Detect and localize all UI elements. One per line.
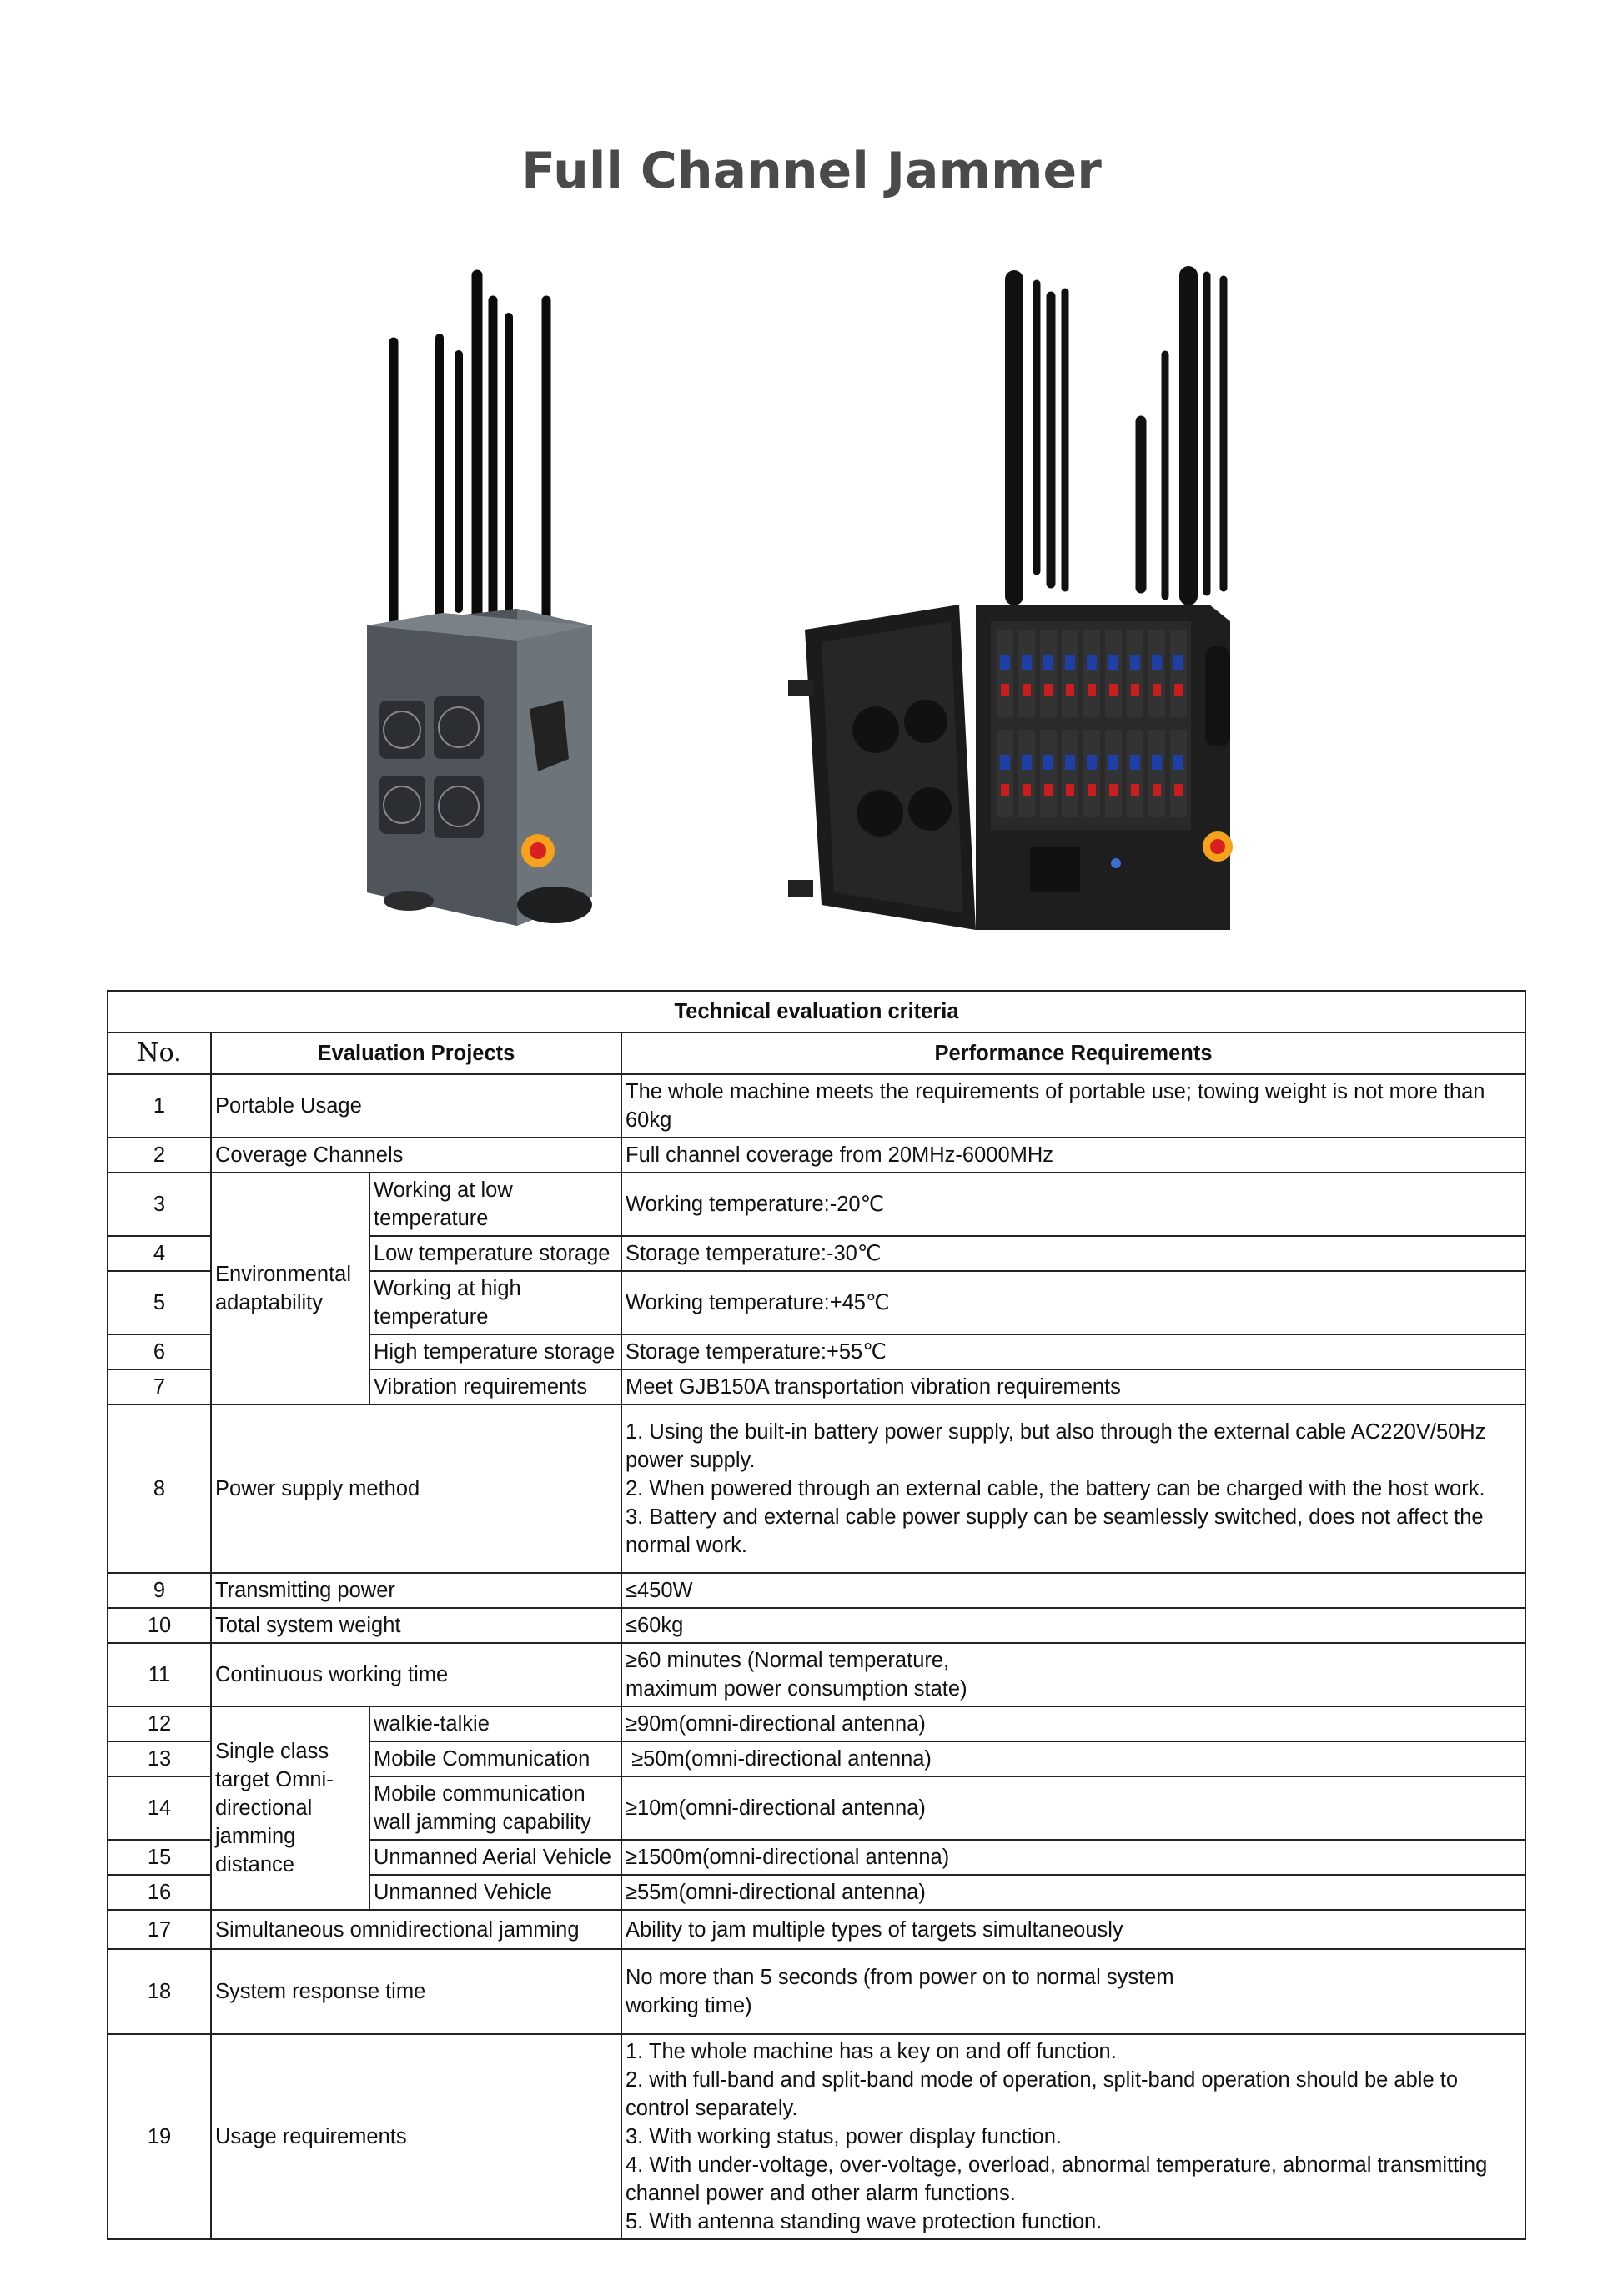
row-requirement: Ability to jam multiple types of targets simultaneously <box>621 1910 1525 1949</box>
module-switch <box>1088 784 1096 796</box>
row-requirement <box>621 1949 1525 2034</box>
jammer-module <box>1105 730 1122 817</box>
row-no: 16 <box>108 1875 211 1910</box>
table-row <box>108 1074 1525 1138</box>
requirement-line: 5. With antenna standing wave protection function. <box>626 2210 1103 2233</box>
header-no: No. <box>108 1032 211 1074</box>
module-display <box>1065 755 1075 770</box>
module-display <box>1152 755 1162 770</box>
row-no: 11 <box>108 1643 211 1706</box>
module-switch <box>1109 684 1118 696</box>
table-row <box>108 1949 1525 2034</box>
table-row <box>108 1173 1525 1236</box>
jammer-module <box>1105 630 1122 717</box>
group-environmental-adaptability: Environmental adaptability <box>211 1173 369 1404</box>
row-no: 19 <box>108 2034 211 2239</box>
row-requirement: The whole machine meets the requirements of portable use; towing weight is not more than 60kg <box>621 1074 1525 1138</box>
header-evaluation-projects: Evaluation Projects <box>211 1032 621 1074</box>
module-display <box>1022 655 1032 670</box>
row-project: Coverage Channels <box>211 1138 621 1173</box>
module-switch <box>1001 684 1009 696</box>
module-switch <box>1131 784 1139 796</box>
row-no: 4 <box>108 1236 211 1271</box>
row-no: 12 <box>108 1706 211 1741</box>
row-subitem: High temperature storage <box>369 1334 621 1369</box>
requirement-line: working time) <box>626 1994 752 2017</box>
group-jamming-distance: Single class target Omni-directional jamming distance <box>211 1706 369 1910</box>
row-requirement: Working temperature:-20℃ <box>621 1173 1525 1236</box>
row-project: Portable Usage <box>211 1074 621 1138</box>
module-display <box>1065 655 1075 670</box>
table-row <box>108 1404 1525 1573</box>
module-display <box>1043 655 1053 670</box>
row-no: 5 <box>108 1271 211 1334</box>
table-row <box>108 1706 1525 1741</box>
jammer-module <box>1040 630 1057 717</box>
row-no: 10 <box>108 1608 211 1643</box>
requirement-line: maximum power consumption state) <box>626 1677 967 1701</box>
row-project: Total system weight <box>211 1608 621 1643</box>
requirement-line: 2. with full-band and split-band mode of operation, split-band operation should be able to control separately. <box>626 2068 1458 2120</box>
module-display <box>1043 755 1053 770</box>
jammer-module <box>1083 630 1100 717</box>
row-requirement: Storage temperature:+55℃ <box>621 1334 1525 1369</box>
module-switch <box>1174 684 1183 696</box>
requirement-line: No more than 5 seconds (from power on to normal system <box>626 1966 1174 1989</box>
row-project: Power supply method <box>211 1404 621 1573</box>
module-switch <box>1044 784 1053 796</box>
table-row <box>108 1138 1525 1173</box>
row-no: 15 <box>108 1840 211 1875</box>
row-requirement: ≥10m(omni-directional antenna) <box>621 1776 1525 1840</box>
closed-jammer-case-image <box>350 259 617 959</box>
row-no: 6 <box>108 1334 211 1369</box>
module-switch <box>1109 784 1118 796</box>
module-switch <box>1044 684 1053 696</box>
requirement-line: ≥60 minutes (Normal temperature, <box>626 1649 950 1672</box>
module-switch <box>1023 684 1031 696</box>
row-requirement: ≥90m(omni-directional antenna) <box>621 1706 1525 1741</box>
row-subitem: walkie-talkie <box>369 1706 621 1741</box>
row-requirement: Working temperature:+45℃ <box>621 1271 1525 1334</box>
jammer-module <box>1083 730 1100 817</box>
row-project: System response time <box>211 1949 621 2034</box>
row-no: 13 <box>108 1741 211 1776</box>
row-no: 3 <box>108 1173 211 1236</box>
row-subitem: Mobile Communication <box>369 1741 621 1776</box>
module-display <box>1130 655 1140 670</box>
jammer-module <box>1062 730 1078 817</box>
row-requirement <box>621 1643 1525 1706</box>
module-display <box>1087 755 1097 770</box>
jammer-module <box>1018 730 1035 817</box>
row-subitem: Unmanned Vehicle <box>369 1875 621 1910</box>
module-switch <box>1001 784 1009 796</box>
row-no: 2 <box>108 1138 211 1173</box>
module-display <box>1087 655 1097 670</box>
row-requirement: ≥55m(omni-directional antenna) <box>621 1875 1525 1910</box>
row-requirement: Storage temperature:-30℃ <box>621 1236 1525 1271</box>
row-requirement: Full channel coverage from 20MHz-6000MHz <box>621 1138 1525 1173</box>
row-project: Usage requirements <box>211 2034 621 2239</box>
technical-evaluation-table <box>107 990 1526 2240</box>
module-display <box>1022 755 1032 770</box>
row-requirement: ≤60kg <box>621 1608 1525 1643</box>
jammer-module <box>1170 630 1187 717</box>
row-no: 8 <box>108 1404 211 1573</box>
module-switch <box>1066 784 1074 796</box>
row-requirement: Meet GJB150A transportation vibration requirements <box>621 1369 1525 1404</box>
row-requirement: ≥50m(omni-directional antenna) <box>621 1741 1525 1776</box>
jammer-module <box>1148 630 1165 717</box>
row-no: 7 <box>108 1369 211 1404</box>
page-title: Full Channel Jammer <box>521 142 1102 200</box>
jammer-module <box>997 630 1013 717</box>
module-switch <box>1153 784 1161 796</box>
row-no: 1 <box>108 1074 211 1138</box>
row-subitem: Working at high temperature <box>369 1271 621 1334</box>
jammer-module <box>1127 630 1143 717</box>
module-switch <box>1023 784 1031 796</box>
row-subitem: Vibration requirements <box>369 1369 621 1404</box>
row-subitem: Low temperature storage <box>369 1236 621 1271</box>
table-row <box>108 2034 1525 2239</box>
row-project: Simultaneous omnidirectional jamming <box>211 1910 621 1949</box>
module-switch <box>1153 684 1161 696</box>
row-no: 9 <box>108 1573 211 1608</box>
row-project: Continuous working time <box>211 1643 621 1706</box>
jammer-module <box>1170 730 1187 817</box>
module-switch <box>1131 684 1139 696</box>
open-jammer-case-image <box>776 263 1268 955</box>
row-subitem: Unmanned Aerial Vehicle <box>369 1840 621 1875</box>
module-switch <box>1174 784 1183 796</box>
row-no: 17 <box>108 1910 211 1949</box>
row-subitem: Working at low temperature <box>369 1173 621 1236</box>
row-requirement <box>621 2034 1525 2239</box>
table-caption: Technical evaluation criteria <box>108 991 1525 1032</box>
row-no: 14 <box>108 1776 211 1840</box>
jammer-module <box>997 730 1013 817</box>
module-display <box>1000 755 1010 770</box>
jammer-module <box>1018 630 1035 717</box>
module-display <box>1173 655 1183 670</box>
module-switch <box>1066 684 1074 696</box>
requirement-line: 1. Using the built-in battery power supply, but also through the external cable AC220V/50Hz power supply. <box>626 1420 1486 1472</box>
requirement-line: 3. With working status, power display function. <box>626 2125 1062 2148</box>
module-switch <box>1088 684 1096 696</box>
requirement-line: 2. When powered through an external cable, the battery can be charged with the host work. <box>626 1477 1485 1500</box>
table-row <box>108 1910 1525 1949</box>
module-display <box>1108 755 1118 770</box>
module-display <box>1108 655 1118 670</box>
row-project: Transmitting power <box>211 1573 621 1608</box>
table-row <box>108 1608 1525 1643</box>
requirement-line: 1. The whole machine has a key on and off function. <box>626 2040 1117 2063</box>
module-display <box>1000 655 1010 670</box>
module-display <box>1152 655 1162 670</box>
row-requirement: ≥1500m(omni-directional antenna) <box>621 1840 1525 1875</box>
table-row <box>108 1643 1525 1706</box>
module-display <box>1173 755 1183 770</box>
row-requirement <box>621 1404 1525 1573</box>
table-row <box>108 1573 1525 1608</box>
header-performance-requirements: Performance Requirements <box>621 1032 1525 1074</box>
module-display <box>1130 755 1140 770</box>
row-no: 18 <box>108 1949 211 2034</box>
row-subitem: Mobile communication wall jamming capability <box>369 1776 621 1840</box>
requirement-line: 4. With under-voltage, over-voltage, overload, abnormal temperature, abnormal transmitting channel power and other alarm functions. <box>626 2153 1488 2205</box>
jammer-module <box>1127 730 1143 817</box>
jammer-module <box>1040 730 1057 817</box>
requirement-line: 3. Battery and external cable power supply can be seamlessly switched, does not affect the normal work. <box>626 1505 1484 1557</box>
jammer-module <box>1062 630 1078 717</box>
jammer-module <box>1148 730 1165 817</box>
row-requirement: ≤450W <box>621 1573 1525 1608</box>
